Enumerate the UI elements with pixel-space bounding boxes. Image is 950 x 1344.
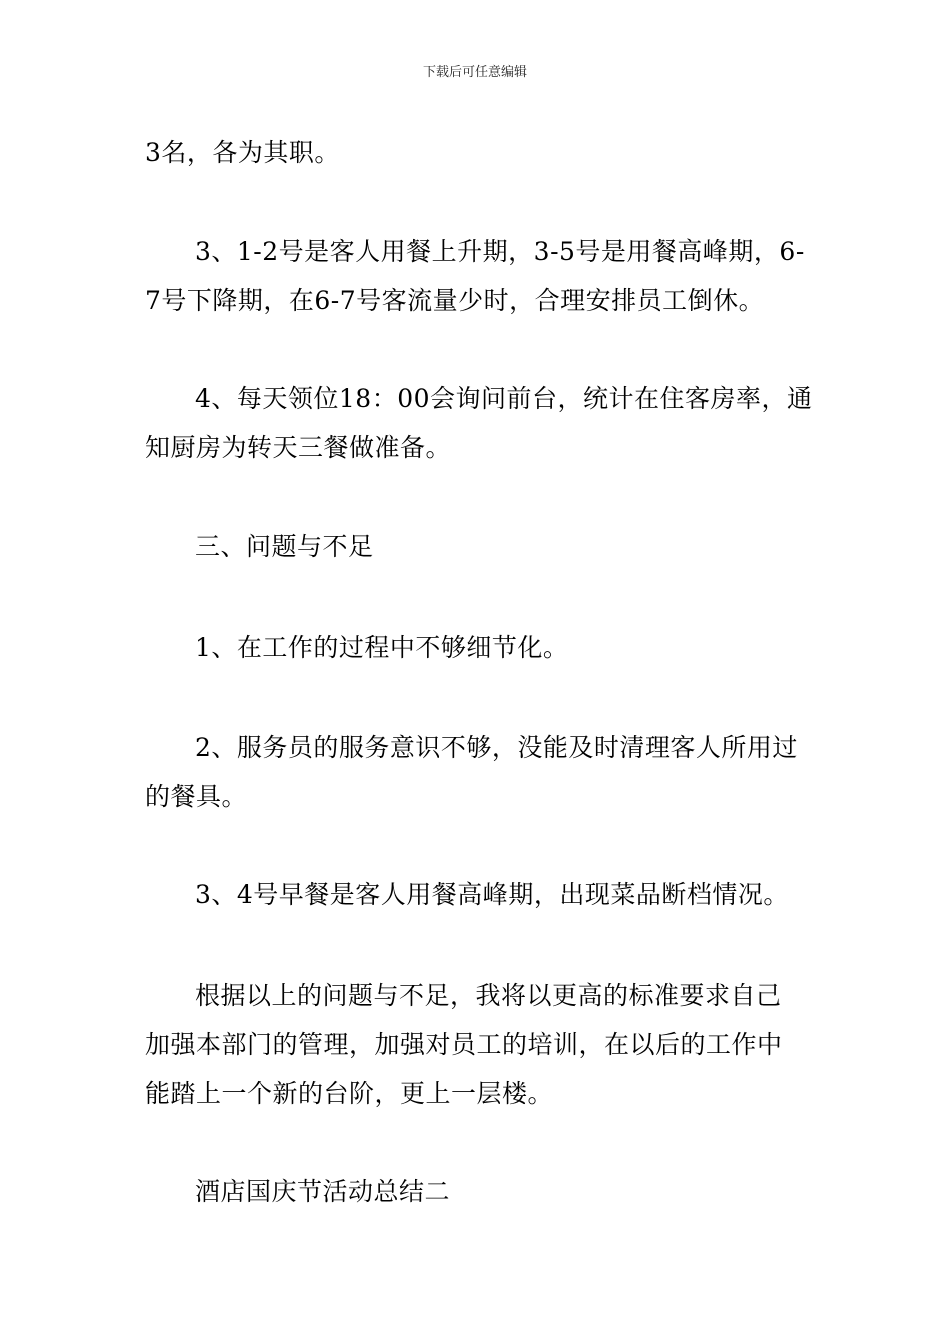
paragraph-problem-1 — [145, 623, 810, 672]
text-line: 三、问题与不足 — [195, 532, 374, 561]
text-line: 1、在工作的过程中不够细节化。 — [195, 633, 569, 662]
text-line: 加强本部门的管理，加强对员工的培训，在以后的工作中 — [145, 1030, 783, 1059]
paragraph-staff-roles — [145, 128, 810, 177]
paragraph-conclusion — [145, 971, 810, 1118]
text-line: 3、1-2号是客人用餐上升期，3-5号是用餐高峰期，6- — [195, 237, 805, 266]
text-line: 能踏上一个新的台阶，更上一层楼。 — [145, 1079, 554, 1108]
paragraph-problem-2 — [145, 723, 810, 821]
text-line: 3名，各为其职。 — [145, 138, 340, 167]
paragraph-dining-periods — [145, 227, 810, 325]
section-title-summary-two — [145, 1167, 810, 1216]
text-line: 酒店国庆节活动总结二 — [195, 1177, 451, 1206]
text-line: 的餐具。 — [145, 782, 248, 811]
paragraph-occupancy-check — [145, 374, 813, 472]
paragraph-problem-3 — [145, 870, 810, 919]
text-line: 知厨房为转天三餐做准备。 — [145, 433, 452, 462]
text-line: 根据以上的问题与不足，我将以更高的标准要求自己 — [195, 981, 782, 1010]
text-line: 4、每天领位18：00会询问前台，统计在住客房率，通 — [195, 384, 813, 413]
page-header: 下载后可任意编辑 — [422, 65, 527, 80]
section-heading-problems — [145, 522, 810, 571]
text-line: 3、4号早餐是客人用餐高峰期，出现菜品断档情况。 — [195, 880, 789, 909]
text-line: 7号下降期，在6-7号客流量少时，合理安排员工倒休。 — [145, 286, 765, 315]
text-line: 2、服务员的服务意识不够，没能及时清理客人所用过 — [195, 733, 798, 762]
